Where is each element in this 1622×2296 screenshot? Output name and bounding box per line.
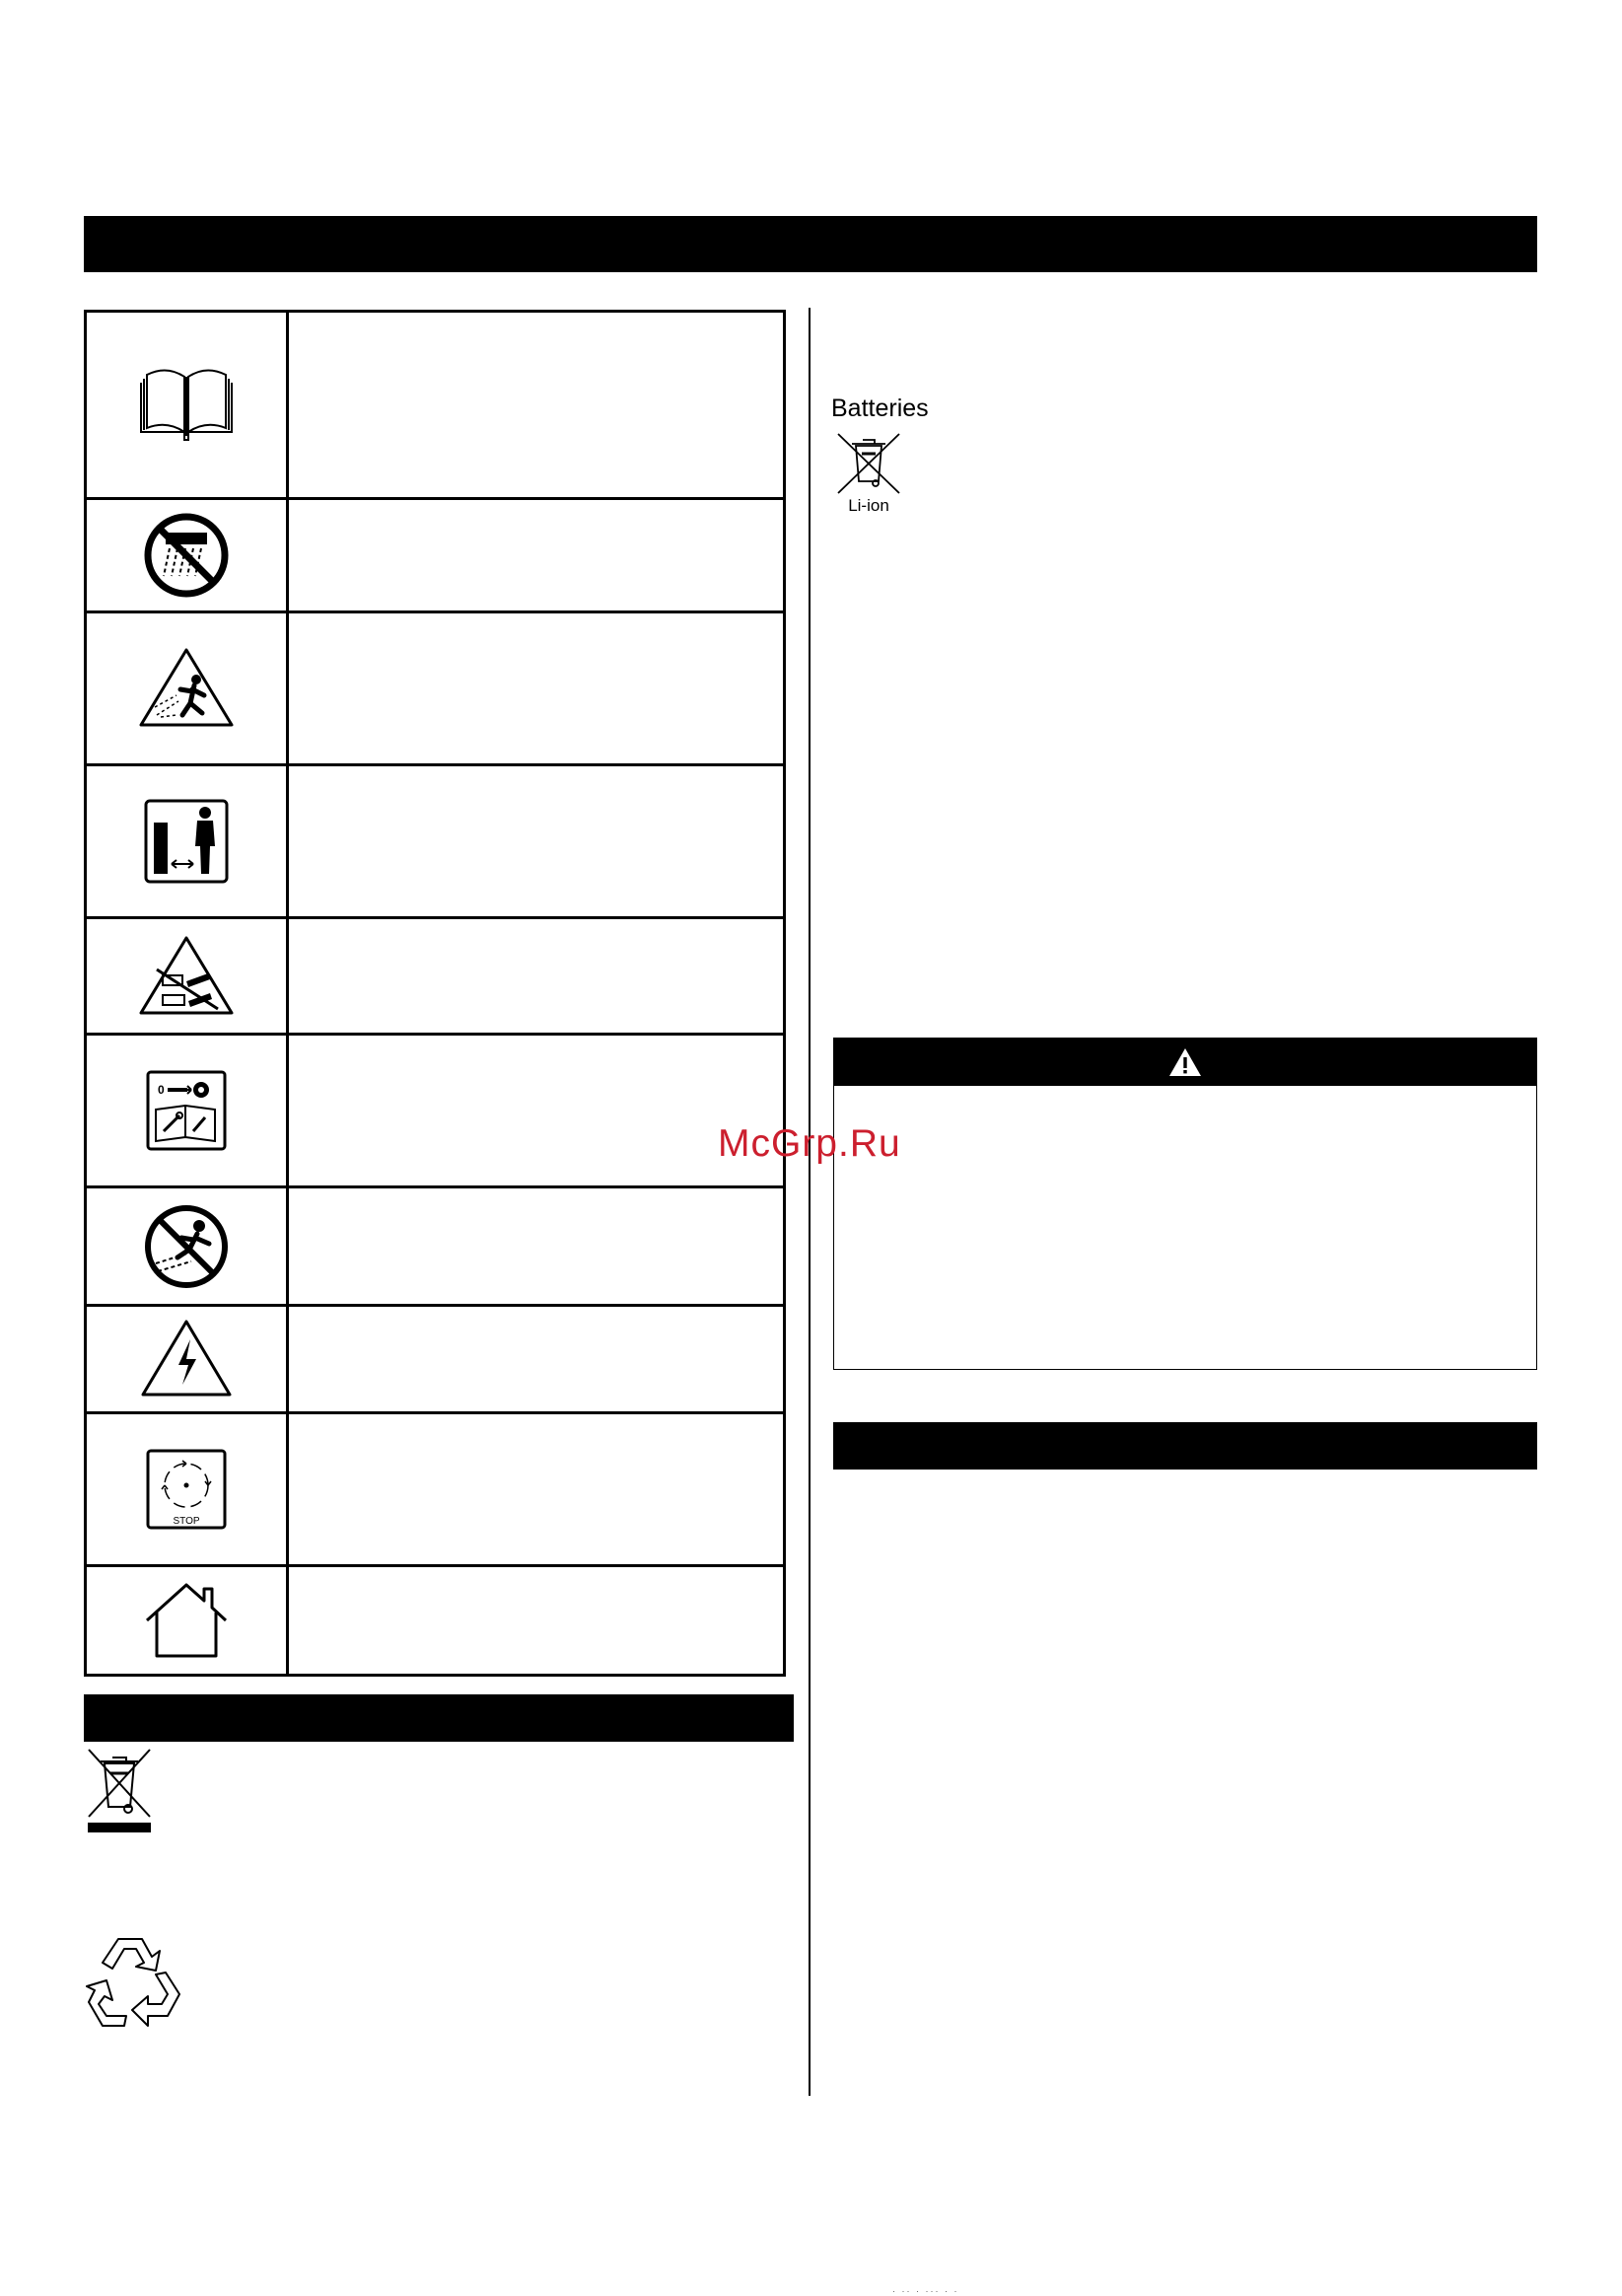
table-row bbox=[87, 500, 783, 613]
warning-box bbox=[833, 1038, 1537, 1370]
crossed-wheelie-bin-icon bbox=[85, 1746, 154, 1839]
watermark: McGrp.Ru bbox=[718, 1122, 901, 1165]
table-row bbox=[87, 1414, 783, 1567]
symbol-description bbox=[289, 500, 783, 610]
symbol-description bbox=[289, 1188, 783, 1304]
table-row bbox=[87, 613, 783, 766]
section-title-bar bbox=[84, 216, 1537, 272]
recycle-icon bbox=[85, 1931, 185, 2033]
electric-shock-warning-icon bbox=[87, 1307, 289, 1411]
keep-distance-icon bbox=[87, 766, 289, 916]
symbol-description bbox=[289, 1567, 783, 1674]
table-row bbox=[87, 1188, 783, 1307]
table-row bbox=[87, 1567, 783, 1674]
symbol-description bbox=[289, 1036, 783, 1185]
footer-marks: · ·· · ··· · · bbox=[892, 2286, 959, 2296]
symbol-description bbox=[289, 613, 783, 763]
symbols-table bbox=[84, 310, 786, 1677]
remove-key-maintenance-icon bbox=[87, 1036, 289, 1185]
read-manual-icon bbox=[87, 313, 289, 497]
column-divider bbox=[809, 308, 811, 2096]
table-row bbox=[87, 766, 783, 919]
stop-label: STOP bbox=[173, 1516, 200, 1527]
symbol-description bbox=[289, 1414, 783, 1564]
symbol-description bbox=[289, 1307, 783, 1411]
indoor-storage-icon bbox=[87, 1567, 289, 1674]
warning-triangle-icon bbox=[1167, 1046, 1203, 1078]
table-row bbox=[87, 1307, 783, 1414]
batteries-heading: Batteries bbox=[831, 395, 929, 422]
svg-text:0: 0 bbox=[158, 1083, 165, 1097]
table-row bbox=[87, 1036, 783, 1188]
disposal-section-bar bbox=[84, 1694, 794, 1742]
warning-header bbox=[834, 1039, 1536, 1086]
crossed-bin-li-ion-icon bbox=[834, 432, 903, 522]
no-slip-icon bbox=[87, 1188, 289, 1304]
symbol-description bbox=[289, 919, 783, 1033]
li-ion-label: Li-ion bbox=[848, 496, 889, 515]
no-rain-icon bbox=[87, 500, 289, 610]
symbol-description bbox=[289, 766, 783, 916]
table-row bbox=[87, 313, 783, 500]
thrown-objects-warning-icon bbox=[87, 613, 289, 763]
right-section-bar bbox=[833, 1422, 1537, 1470]
blade-hazard-icon bbox=[87, 919, 289, 1033]
table-row bbox=[87, 919, 783, 1036]
symbol-description bbox=[289, 313, 783, 497]
blade-stop-icon bbox=[87, 1414, 289, 1564]
